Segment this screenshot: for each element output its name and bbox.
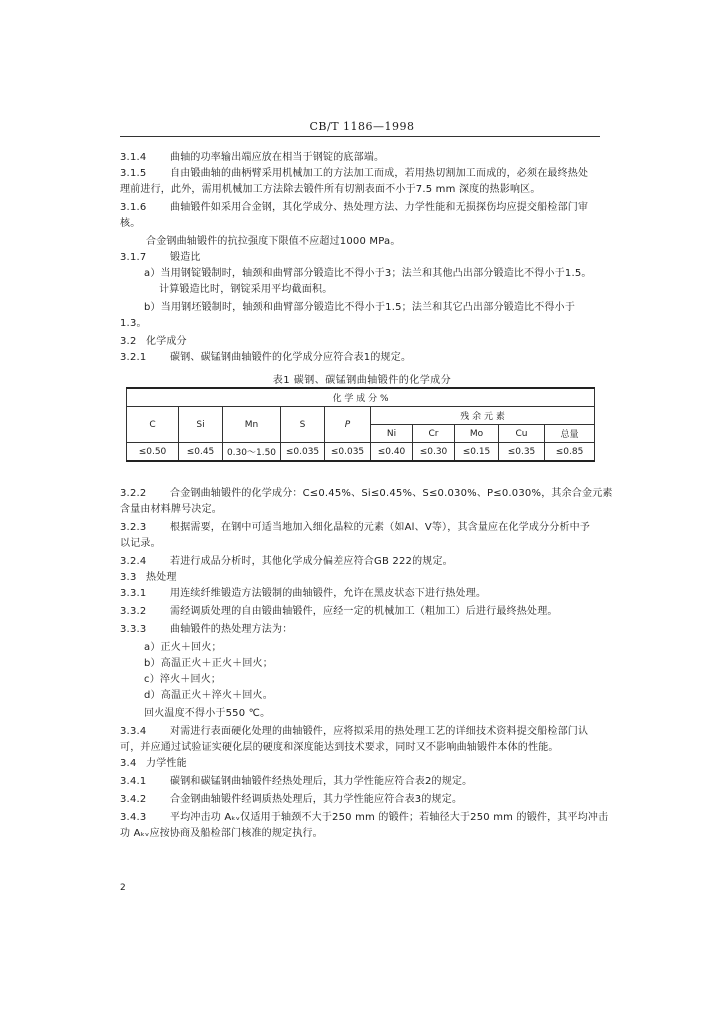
table-row	[127, 443, 595, 462]
clause-text: 碳钢、碳锰钢曲轴锻件的化学成分应符合表1的规定。	[170, 352, 412, 363]
table-header-cell: Si	[179, 407, 223, 443]
section-title: 热处理	[146, 572, 177, 583]
clause-text: 自由锻曲轴的曲柄臂采用机械加工的方法加工而成，若用热切割加工而成的，必须在最终热处	[170, 168, 589, 179]
section-3-2-heading	[120, 336, 187, 348]
item-b-line2: 1.3。	[120, 318, 147, 329]
clause-number: 3.4.1	[120, 776, 147, 787]
clause-3-4-3	[120, 812, 608, 824]
clause-3-2-2	[120, 488, 613, 500]
clause-text: 碳钢和碳锰钢曲轴锻件经热处理后，其力学性能应符合表2的规定。	[170, 776, 473, 787]
heat-treatment-option-a: a）正火＋回火；	[144, 642, 222, 653]
clause-number: 3.3.1	[120, 588, 147, 599]
heat-treatment-option-b: b）高温正火＋正火＋回火；	[144, 658, 273, 669]
clause-text: 若进行成品分析时，其他化学成分偏差应符合GB 222的规定。	[170, 556, 453, 567]
table-cell: ≤0.45	[179, 443, 223, 462]
clause-3-4-3-cont: 功 Aₖᵥ应按协商及船检部门核准的规定执行。	[120, 828, 323, 839]
table-cell: 0.30～1.50	[223, 443, 281, 462]
table-header-cell: Cr	[413, 425, 455, 443]
clause-3-3-4-cont: 可，并应通过试验证实硬化层的硬度和深度能达到技术要求，同时又不影响曲轴锻件本体的性能。	[120, 742, 559, 753]
section-number: 3.2	[120, 336, 137, 347]
clause-number: 3.2.1	[120, 352, 147, 363]
section-3-3-heading	[120, 572, 177, 584]
clause-3-2-3-cont: 以记录。	[120, 538, 161, 549]
section-title: 力学性能	[146, 758, 187, 769]
table-header-cell: Mo	[455, 425, 499, 443]
clause-number: 3.3.2	[120, 606, 147, 617]
clause-number: 3.3.3	[120, 624, 147, 635]
table-cell: ≤0.35	[499, 443, 545, 462]
clause-number: 3.4.3	[120, 812, 147, 823]
clause-number: 3.2.3	[120, 522, 147, 533]
tempering-temperature-note: 回火温度不得小于550 ℃。	[144, 708, 271, 719]
clause-number: 3.2.2	[120, 488, 147, 499]
clause-text: 锻造比	[170, 252, 201, 263]
clause-3-1-4	[120, 152, 384, 164]
table-cell: ≤0.50	[127, 443, 179, 462]
clause-3-1-5-cont: 理前进行，此外，需用机械加工方法除去锻件所有切割表面不小于7.5 mm 深度的热影响区。	[120, 184, 541, 195]
clause-text: 根据需要，在钢中可适当地加入细化晶粒的元素（如Al、V等），其含量应在化学成分分析中予	[170, 522, 591, 533]
clause-text: 平均冲击功 Aₖᵥ仅适用于轴颈不大于250 mm 的锻件；若轴径大于250 mm 的锻件，其平均冲击	[170, 812, 609, 823]
clause-3-2-4	[120, 556, 453, 568]
table-header-cell: Mn	[223, 407, 281, 443]
clause-number: 3.3.4	[120, 726, 147, 737]
clause-text: 合金钢曲轴锻件的化学成分：C≤0.45%、Si≤0.45%、S≤0.030%、P≤0.030%，其余合金元素	[170, 488, 613, 499]
table-cell: ≤0.40	[371, 443, 413, 462]
section-number: 3.3	[120, 572, 137, 583]
clause-text: 曲轴锻件如采用合金钢，其化学成分、热处理方法、力学性能和无损探伤均应提交船检部门审	[170, 202, 589, 213]
table-header-row	[127, 407, 595, 425]
clause-number: 3.1.4	[120, 152, 147, 163]
table-cell: ≤0.30	[413, 443, 455, 462]
clause-3-2-3	[120, 522, 590, 534]
clause-number: 3.1.5	[120, 168, 147, 179]
clause-3-4-2	[120, 794, 462, 806]
clause-3-3-2	[120, 606, 558, 618]
clause-text: 曲轴锻件的热处理方法为：	[170, 624, 293, 635]
header-rule	[120, 136, 600, 137]
table-group-header: 化 学 成 分 %	[127, 388, 595, 407]
table-header-cell: S	[281, 407, 325, 443]
heat-treatment-option-d: d）高温正火＋淬火＋回火。	[144, 690, 273, 701]
item-a-line1: a）当用钢锭锻制时，轴颈和曲臂部分锻造比不得小于3；法兰和其他凸出部分锻造比不得小于1.5。	[144, 268, 592, 279]
clause-3-1-6-cont: 核。	[120, 218, 141, 229]
clause-text: 需经调质处理的自由锻曲轴锻件，应经一定的机械加工（粗加工）后进行最终热处理。	[170, 606, 558, 617]
page-number: 2	[120, 883, 126, 893]
table-header-cell: Cu	[499, 425, 545, 443]
section-3-4-heading	[120, 758, 187, 770]
clause-number: 3.2.4	[120, 556, 147, 567]
standard-header: CB/T 1186—1998	[309, 120, 415, 133]
clause-3-3-3	[120, 624, 292, 636]
clause-number: 3.1.6	[120, 202, 147, 213]
table-header-cell: Ni	[371, 425, 413, 443]
clause-text: 对需进行表面硬化处理的曲轴锻件，应将拟采用的热处理工艺的详细技术资料提交船检部门认	[170, 726, 589, 737]
clause-3-1-7	[120, 252, 201, 264]
table-header-cell: 总量	[545, 425, 595, 443]
clause-3-3-1	[120, 588, 486, 600]
clause-3-1-6	[120, 202, 588, 214]
table-cell: ≤0.15	[455, 443, 499, 462]
clause-number: 3.1.7	[120, 252, 147, 263]
table-header-row	[127, 388, 595, 407]
chemical-composition-table	[126, 387, 595, 462]
clause-3-1-5	[120, 168, 588, 180]
clause-text: 曲轴的功率输出端应放在相当于钢锭的底部端。	[170, 152, 385, 163]
section-title: 化学成分	[146, 336, 187, 347]
clause-3-4-1	[120, 776, 472, 788]
item-b-line1: b）当用钢坯锻制时，轴颈和曲臂部分锻造比不得小于1.5；法兰和其它凸出部分锻造比不得小于	[144, 302, 576, 313]
table-header-cell: P	[325, 407, 371, 443]
table-residual-header: 残 余 元 素	[371, 407, 595, 425]
table-cell: ≤0.035	[281, 443, 325, 462]
clause-3-3-4	[120, 726, 588, 738]
clause-text: 用连续纤维锻造方法锻制的曲轴锻件，允许在黑皮状态下进行热处理。	[170, 588, 487, 599]
table-cell: ≤0.85	[545, 443, 595, 462]
section-number: 3.4	[120, 758, 137, 769]
clause-number: 3.4.2	[120, 794, 147, 805]
table-header-cell: C	[127, 407, 179, 443]
table-cell: ≤0.035	[325, 443, 371, 462]
clause-3-2-1	[120, 352, 411, 364]
clause-text: 合金钢曲轴锻件经调质热处理后，其力学性能应符合表3的规定。	[170, 794, 463, 805]
heat-treatment-option-c: c）淬火＋回火；	[144, 674, 222, 685]
clause-3-1-6-strength: 合金钢曲轴锻件的抗拉强度下限值不应超过1000 MPa。	[146, 236, 401, 247]
clause-3-2-2-cont: 含量由材料牌号决定。	[120, 504, 222, 515]
item-a-line2: 计算锻造比时，钢锭采用平均截面积。	[159, 284, 333, 295]
table-caption: 表1 碳钢、碳锰钢曲轴锻件的化学成分	[272, 375, 452, 386]
